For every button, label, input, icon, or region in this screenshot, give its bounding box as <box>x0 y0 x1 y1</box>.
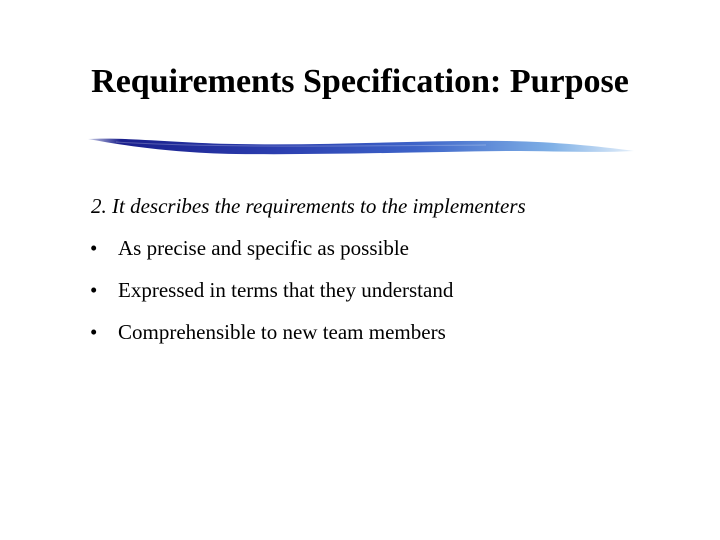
bullet-icon: • <box>90 236 98 260</box>
title-divider-brushstroke <box>86 134 636 160</box>
bullet-icon: • <box>90 278 98 302</box>
bullet-text: As precise and specific as possible <box>118 236 409 260</box>
bullet-icon: • <box>90 320 98 344</box>
bullet-text: Comprehensible to new team members <box>118 320 446 344</box>
bullet-text: Expressed in terms that they understand <box>118 278 454 302</box>
slide-title: Requirements Specification: Purpose <box>91 63 629 100</box>
slide-subheading: 2. It describes the requirements to the implementers <box>91 194 526 218</box>
